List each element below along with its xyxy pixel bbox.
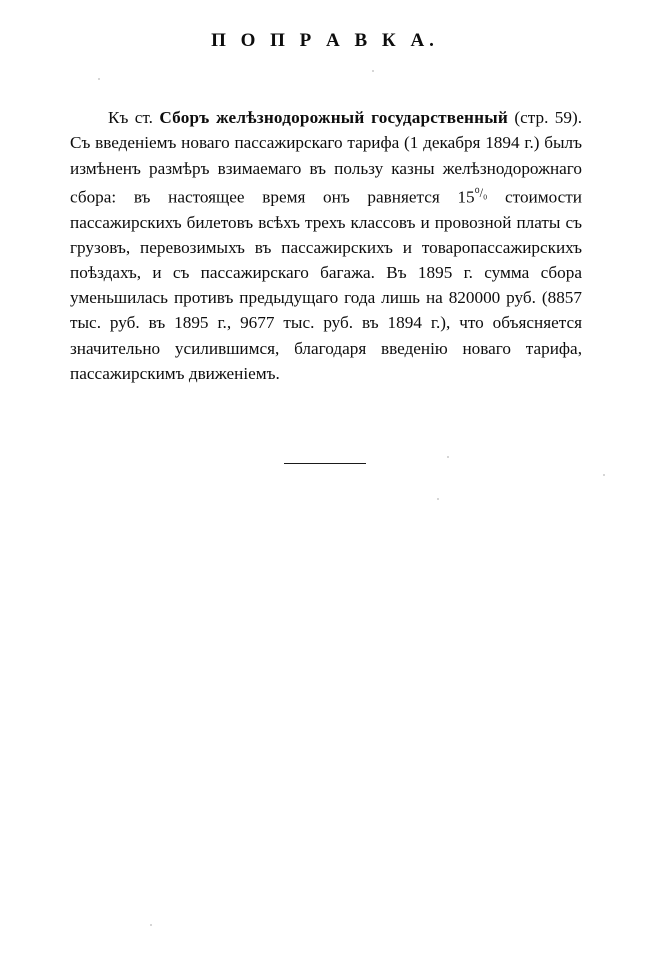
scan-speck	[447, 456, 449, 458]
paragraph-body-part-1: (стр. 59). Съ введеніемъ новаго пассажирскаго тарифа (1 декабря 1894 г.) былъ измѣненъ размѣръ взимаемаго въ пользу казны желѣзнодорожнаго сбора: въ настоящее время онъ равняется 15	[70, 108, 583, 207]
scan-speck	[437, 498, 439, 500]
scan-speck	[98, 78, 100, 80]
percent-fraction: ⁰/₀	[474, 185, 488, 200]
paragraph-lead-plain: Къ ст.	[108, 108, 160, 128]
scan-speck	[603, 474, 605, 476]
horizontal-rule-icon	[284, 463, 366, 464]
paragraph-lead-bold: Сборъ желѣзнодорожный государственный	[159, 108, 508, 128]
page-title: П О П Р А В К А.	[211, 30, 439, 51]
paragraph-body-part-2: стоимости пассажирскихъ билетовъ всѣхъ трехъ классовъ и провозной платы съ грузовъ, перевозимыхъ въ пассажирскихъ и товаропассажирскихъ поѣздахъ, и съ пассажирскаго багажа. Въ 1895 г. сумма сбора уменьшилась противъ предыдущаго года лишь на 820000 руб. (8857 тыс. руб. въ 1895 г., 9677 тыс. руб. въ 1894 г.), что объясняется значительно усилившимся, благодаря введенію новаго тарифа, пассажирскимъ движеніемъ.	[70, 187, 582, 383]
scan-speck	[372, 70, 374, 72]
correction-paragraph	[70, 105, 582, 386]
scan-speck	[150, 924, 152, 926]
